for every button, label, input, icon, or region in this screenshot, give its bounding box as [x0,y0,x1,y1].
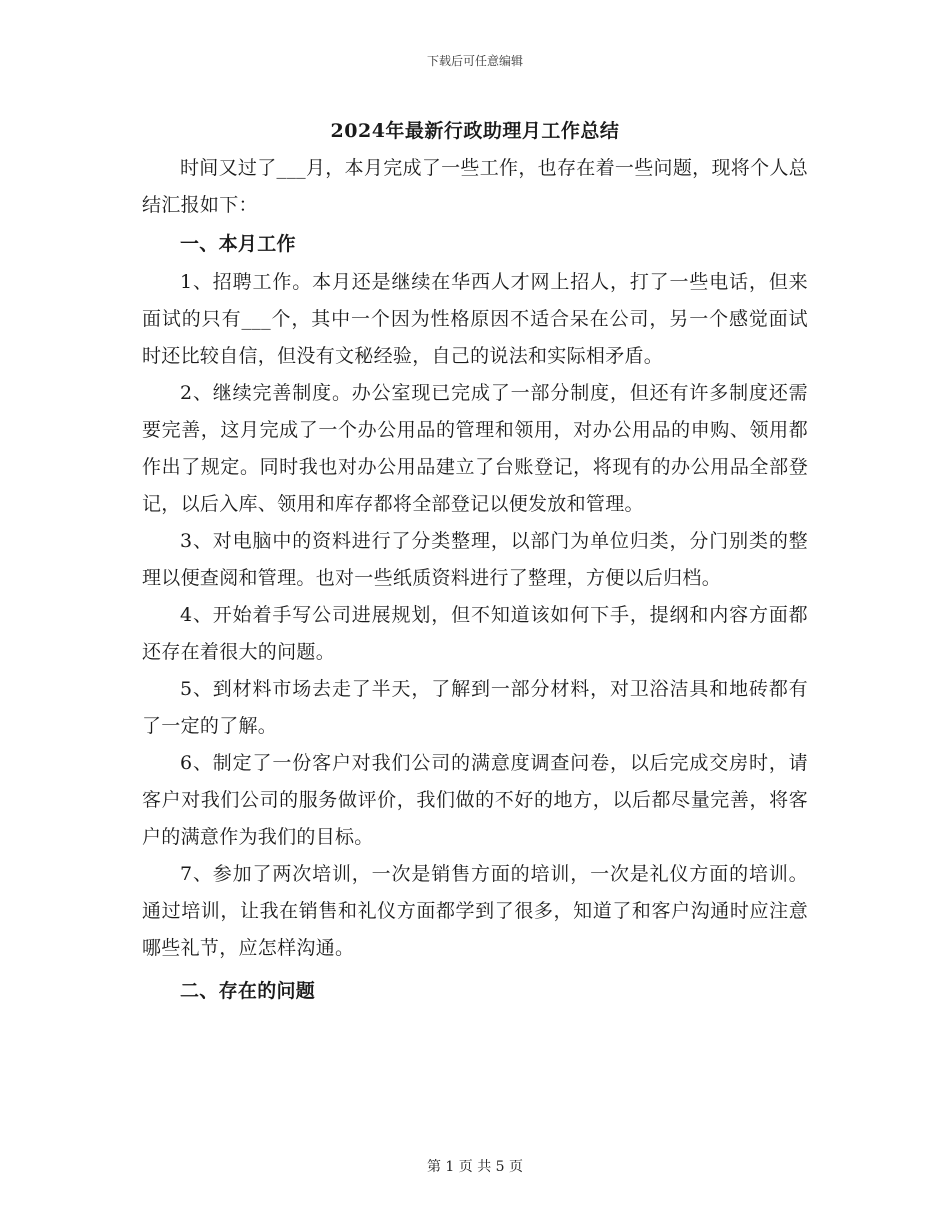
section-heading-monthly-work: 一、本月工作 [180,233,296,255]
work-item-7: 7、参加了两次培训，一次是销售方面的培训，一次是礼仪方面的培训。通过培训，让我在销售和礼仪方面都学到了很多，知道了和客户沟通时应注意哪些礼节，应怎样沟通。 [142,863,808,959]
work-item-6: 6、制定了一份客户对我们公司的满意度调查问卷，以后完成交房时，请客户对我们公司的服务做评价，我们做的不好的地方，以后都尽量完善，将客户的满意作为我们的目标。 [142,752,808,848]
section-heading-problems: 二、存在的问题 [180,980,316,1002]
work-item-5: 5、到材料市场去走了半天，了解到一部分材料，对卫浴洁具和地砖都有了一定的了解。 [142,678,808,737]
document-title: 2024年最新行政助理月工作总结 [330,120,620,142]
header-note: 下载后可任意编辑 [426,54,523,68]
work-item-4: 4、开始着手写公司进展规划，但不知道该如何下手，提纲和内容方面都还存在着很大的问题。 [142,604,808,663]
work-item-2: 2、继续完善制度。办公室现已完成了一部分制度，但还有许多制度还需要完善，这月完成了一个办公用品的管理和领用，对办公用品的申购、领用都作出了规定。同时我也对办公用品建立了台账登记，将现有的办公用品全部登记，以后入库、领用和库存都将全部登记以便发放和管理。 [142,382,808,515]
work-item-3: 3、对电脑中的资料进行了分类整理，以部门为单位归类，分门别类的整理以便查阅和管理。也对一些纸质资料进行了整理，方便以后归档。 [142,530,808,589]
work-item-1: 1、招聘工作。本月还是继续在华西人才网上招人，打了一些电话，但来面试的只有___个，其中一个因为性格原因不适合呆在公司，另一个感觉面试时还比较自信，但没有文秘经验，自己的说法和实际相矛盾。 [142,271,808,367]
document-body [142,150,808,1011]
intro-paragraph: 时间又过了___月，本月完成了一些工作，也存在着一些问题，现将个人总结汇报如下： [142,157,808,216]
page-footer: 第 1 页 共 5 页 [426,1159,524,1175]
